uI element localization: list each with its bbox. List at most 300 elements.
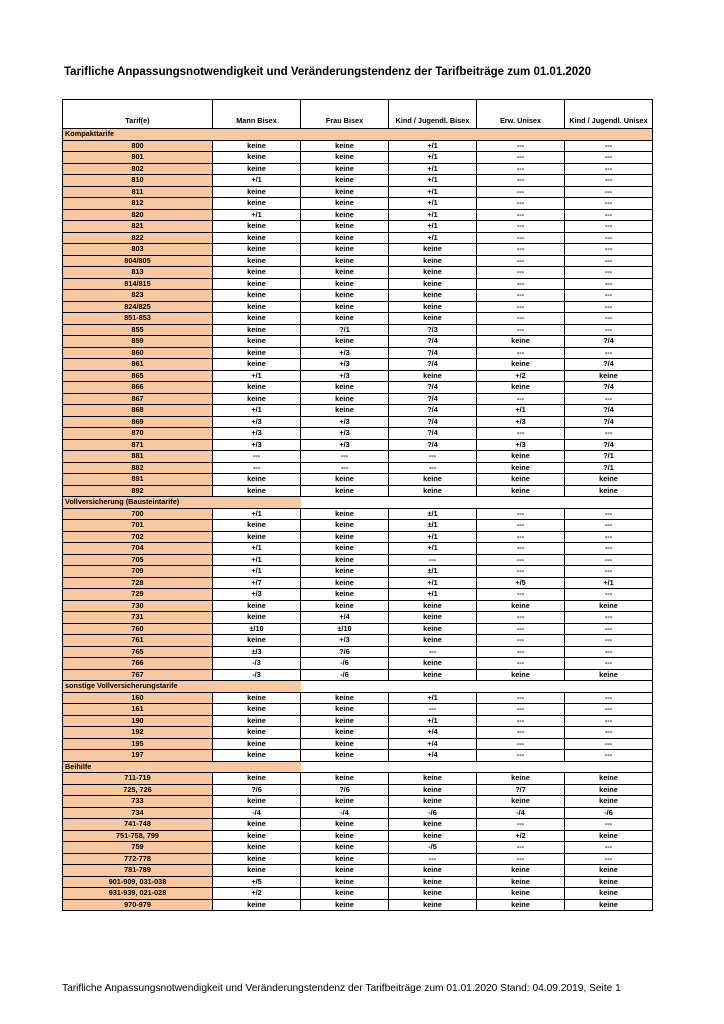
- value-cell: keine: [301, 692, 389, 704]
- value-cell: ---: [565, 290, 653, 302]
- tarif-cell: 813: [63, 267, 213, 279]
- value-cell: ?/4: [389, 405, 477, 417]
- value-cell: ---: [477, 152, 565, 164]
- value-cell: +/3: [301, 370, 389, 382]
- value-cell: ---: [565, 520, 653, 532]
- tarif-cell: 823: [63, 290, 213, 302]
- value-cell: +/1: [213, 554, 301, 566]
- value-cell: +/1: [389, 186, 477, 198]
- value-cell: ---: [477, 255, 565, 267]
- tarif-cell: 704: [63, 543, 213, 555]
- value-cell: ---: [565, 209, 653, 221]
- value-cell: ---: [477, 658, 565, 670]
- tarif-cell: 197: [63, 750, 213, 762]
- value-cell: keine: [213, 313, 301, 325]
- tarif-cell: 870: [63, 428, 213, 440]
- table-row: [63, 577, 653, 589]
- value-cell: keine: [477, 600, 565, 612]
- tarif-cell: 970-979: [63, 899, 213, 911]
- value-cell: +/3: [213, 428, 301, 440]
- value-cell: keine: [389, 865, 477, 877]
- value-cell: ---: [565, 313, 653, 325]
- table-row: [63, 301, 653, 313]
- value-cell: ?/4: [389, 428, 477, 440]
- value-cell: ---: [565, 635, 653, 647]
- value-cell: ---: [565, 566, 653, 578]
- table-row: [63, 612, 653, 624]
- value-cell: +/2: [213, 888, 301, 900]
- value-cell: keine: [301, 152, 389, 164]
- value-cell: ---: [565, 186, 653, 198]
- value-cell: keine: [565, 876, 653, 888]
- value-cell: keine: [389, 301, 477, 313]
- value-cell: keine: [301, 301, 389, 313]
- value-cell: keine: [301, 290, 389, 302]
- value-cell: keine: [301, 842, 389, 854]
- value-cell: +/4: [389, 727, 477, 739]
- tarif-cell: 851-853: [63, 313, 213, 325]
- value-cell: +/3: [213, 439, 301, 451]
- value-cell: ---: [565, 255, 653, 267]
- table-row: [63, 531, 653, 543]
- table-row: [63, 140, 653, 152]
- section-header-row: [63, 761, 653, 773]
- value-cell: keine: [213, 773, 301, 785]
- tarif-cell: 867: [63, 393, 213, 405]
- table-row: [63, 186, 653, 198]
- page-title: Tarifliche Anpassungsnotwendigkeit und Veränderungstendenz der Tarifbeiträge zum 01.01.2020: [64, 66, 591, 78]
- value-cell: keine: [301, 738, 389, 750]
- value-cell: keine: [301, 727, 389, 739]
- value-cell: keine: [301, 244, 389, 256]
- value-cell: -/4: [301, 807, 389, 819]
- table-row: [63, 853, 653, 865]
- table-row: [63, 566, 653, 578]
- value-cell: ---: [565, 232, 653, 244]
- value-cell: +/7: [213, 577, 301, 589]
- table-row: [63, 635, 653, 647]
- value-cell: +/1: [389, 715, 477, 727]
- value-cell: keine: [213, 635, 301, 647]
- value-cell: ---: [477, 715, 565, 727]
- value-cell: ---: [565, 623, 653, 635]
- value-cell: keine: [389, 899, 477, 911]
- tarif-cell: 195: [63, 738, 213, 750]
- value-cell: +/1: [213, 405, 301, 417]
- value-cell: keine: [389, 658, 477, 670]
- value-cell: keine: [213, 359, 301, 371]
- value-cell: ---: [477, 508, 565, 520]
- table-row: [63, 382, 653, 394]
- value-cell: keine: [301, 175, 389, 187]
- tarif-cell: 802: [63, 163, 213, 175]
- value-cell: ---: [389, 704, 477, 716]
- table-row: [63, 830, 653, 842]
- value-cell: ---: [477, 692, 565, 704]
- table-row: [63, 347, 653, 359]
- value-cell: ---: [477, 186, 565, 198]
- value-cell: ---: [389, 462, 477, 474]
- value-cell: ---: [477, 531, 565, 543]
- table-row: [63, 819, 653, 831]
- value-cell: keine: [389, 669, 477, 681]
- value-cell: keine: [389, 313, 477, 325]
- table-row: [63, 209, 653, 221]
- value-cell: ---: [477, 428, 565, 440]
- value-cell: keine: [213, 704, 301, 716]
- tarif-cell: 855: [63, 324, 213, 336]
- value-cell: +/1: [389, 589, 477, 601]
- value-cell: -/3: [213, 669, 301, 681]
- table-row: [63, 198, 653, 210]
- value-cell: -/4: [477, 807, 565, 819]
- value-cell: keine: [389, 255, 477, 267]
- value-cell: -/6: [565, 807, 653, 819]
- tarif-cell: 725, 726: [63, 784, 213, 796]
- value-cell: keine: [301, 543, 389, 555]
- header-erw-unisex: Erw. Unisex: [477, 100, 565, 129]
- value-cell: +/1: [477, 405, 565, 417]
- tarif-cell: 892: [63, 485, 213, 497]
- value-cell: ---: [477, 301, 565, 313]
- value-cell: ?/4: [389, 439, 477, 451]
- section-filler: [389, 129, 477, 141]
- tarif-cell: 765: [63, 646, 213, 658]
- section-title: Vollversicherung (Bausteintarife): [63, 497, 301, 509]
- tarif-cell: 729: [63, 589, 213, 601]
- table-row: [63, 336, 653, 348]
- value-cell: ---: [565, 692, 653, 704]
- value-cell: ---: [565, 531, 653, 543]
- tarif-cell: 781-789: [63, 865, 213, 877]
- table-row: [63, 865, 653, 877]
- section-filler: [565, 129, 653, 141]
- value-cell: keine: [565, 899, 653, 911]
- value-cell: ---: [477, 704, 565, 716]
- value-cell: keine: [301, 577, 389, 589]
- table-row: [63, 428, 653, 440]
- value-cell: keine: [389, 267, 477, 279]
- value-cell: ?/4: [565, 359, 653, 371]
- value-cell: ±/10: [213, 623, 301, 635]
- value-cell: ---: [565, 221, 653, 233]
- value-cell: +/1: [389, 692, 477, 704]
- tarif-cell: 869: [63, 416, 213, 428]
- tarif-cell: 728: [63, 577, 213, 589]
- value-cell: +/1: [389, 209, 477, 221]
- value-cell: keine: [213, 796, 301, 808]
- section-filler: [565, 497, 653, 509]
- tarif-cell: 868: [63, 405, 213, 417]
- value-cell: ---: [301, 462, 389, 474]
- value-cell: ---: [477, 209, 565, 221]
- value-cell: +/3: [301, 416, 389, 428]
- table-row: [63, 646, 653, 658]
- value-cell: +/1: [565, 577, 653, 589]
- header-kind-bisex: Kind / Jugendl. Bisex: [389, 100, 477, 129]
- value-cell: keine: [213, 612, 301, 624]
- value-cell: keine: [213, 393, 301, 405]
- value-cell: keine: [213, 255, 301, 267]
- value-cell: ±/1: [389, 566, 477, 578]
- value-cell: +/1: [389, 221, 477, 233]
- value-cell: ±/1: [389, 520, 477, 532]
- value-cell: keine: [477, 669, 565, 681]
- table-row: [63, 750, 653, 762]
- value-cell: keine: [389, 773, 477, 785]
- tarif-cell: 761: [63, 635, 213, 647]
- value-cell: ?/4: [389, 347, 477, 359]
- table-row: [63, 313, 653, 325]
- value-cell: ---: [565, 152, 653, 164]
- table-row: [63, 704, 653, 716]
- value-cell: ?/6: [301, 784, 389, 796]
- table-row: [63, 439, 653, 451]
- value-cell: ---: [565, 301, 653, 313]
- value-cell: keine: [301, 865, 389, 877]
- value-cell: keine: [301, 140, 389, 152]
- section-title: Beihilfe: [63, 761, 301, 773]
- value-cell: ?/1: [565, 462, 653, 474]
- value-cell: ?/4: [565, 439, 653, 451]
- tarif-cell: 772-778: [63, 853, 213, 865]
- value-cell: keine: [301, 899, 389, 911]
- table-row: [63, 175, 653, 187]
- tarif-cell: 734: [63, 807, 213, 819]
- tarif-cell: 730: [63, 600, 213, 612]
- value-cell: +/3: [213, 416, 301, 428]
- value-cell: ?/4: [389, 336, 477, 348]
- value-cell: keine: [389, 370, 477, 382]
- value-cell: ---: [389, 554, 477, 566]
- value-cell: ---: [389, 646, 477, 658]
- section-filler: [389, 681, 477, 693]
- header-tarif: Tarif(e): [63, 100, 213, 129]
- value-cell: keine: [301, 853, 389, 865]
- value-cell: keine: [213, 336, 301, 348]
- table-row: [63, 623, 653, 635]
- table-row: [63, 416, 653, 428]
- table-row: [63, 669, 653, 681]
- value-cell: keine: [477, 336, 565, 348]
- value-cell: ---: [477, 750, 565, 762]
- value-cell: +/5: [213, 876, 301, 888]
- value-cell: keine: [301, 336, 389, 348]
- tarif-cell: 160: [63, 692, 213, 704]
- value-cell: keine: [389, 485, 477, 497]
- value-cell: keine: [301, 520, 389, 532]
- value-cell: keine: [301, 796, 389, 808]
- value-cell: ---: [389, 451, 477, 463]
- value-cell: +/3: [477, 416, 565, 428]
- value-cell: keine: [389, 888, 477, 900]
- value-cell: ?/1: [565, 451, 653, 463]
- table-row: [63, 244, 653, 256]
- value-cell: keine: [301, 600, 389, 612]
- value-cell: keine: [389, 784, 477, 796]
- value-cell: ---: [565, 658, 653, 670]
- value-cell: +/1: [389, 577, 477, 589]
- table-row: [63, 152, 653, 164]
- value-cell: ±/3: [213, 646, 301, 658]
- value-cell: keine: [389, 600, 477, 612]
- value-cell: keine: [477, 899, 565, 911]
- tarif-cell: 882: [63, 462, 213, 474]
- value-cell: ---: [565, 393, 653, 405]
- tarif-cell: 800: [63, 140, 213, 152]
- value-cell: ---: [477, 232, 565, 244]
- table-row: [63, 451, 653, 463]
- value-cell: keine: [213, 520, 301, 532]
- table-row: [63, 796, 653, 808]
- section-filler: [301, 761, 389, 773]
- tarif-cell: 741-748: [63, 819, 213, 831]
- value-cell: ---: [477, 324, 565, 336]
- section-filler: [301, 497, 389, 509]
- value-cell: ---: [565, 140, 653, 152]
- value-cell: ---: [565, 163, 653, 175]
- value-cell: keine: [213, 301, 301, 313]
- value-cell: ?/4: [389, 416, 477, 428]
- table-row: [63, 393, 653, 405]
- table-row: [63, 462, 653, 474]
- value-cell: keine: [477, 865, 565, 877]
- tarif-cell: 711-719: [63, 773, 213, 785]
- table-row: [63, 543, 653, 555]
- value-cell: ---: [565, 347, 653, 359]
- value-cell: keine: [389, 474, 477, 486]
- table-row: [63, 658, 653, 670]
- table-row: [63, 290, 653, 302]
- value-cell: ---: [477, 738, 565, 750]
- value-cell: keine: [389, 796, 477, 808]
- section-filler: [301, 129, 389, 141]
- value-cell: +/1: [213, 508, 301, 520]
- value-cell: ?/6: [213, 784, 301, 796]
- value-cell: ---: [213, 462, 301, 474]
- tarif-cell: 812: [63, 198, 213, 210]
- value-cell: +/1: [389, 140, 477, 152]
- value-cell: -/4: [213, 807, 301, 819]
- value-cell: keine: [301, 278, 389, 290]
- value-cell: -/3: [213, 658, 301, 670]
- section-title: Kompakttarife: [63, 129, 301, 141]
- value-cell: keine: [213, 221, 301, 233]
- value-cell: ---: [477, 853, 565, 865]
- value-cell: keine: [389, 830, 477, 842]
- value-cell: keine: [213, 715, 301, 727]
- value-cell: keine: [213, 865, 301, 877]
- table-row: [63, 163, 653, 175]
- value-cell: +/1: [389, 232, 477, 244]
- value-cell: ?/4: [389, 382, 477, 394]
- value-cell: keine: [301, 830, 389, 842]
- value-cell: keine: [301, 474, 389, 486]
- tarif-cell: 824/825: [63, 301, 213, 313]
- value-cell: +/1: [213, 209, 301, 221]
- table-row: [63, 842, 653, 854]
- value-cell: ---: [565, 244, 653, 256]
- value-cell: keine: [301, 221, 389, 233]
- value-cell: keine: [477, 888, 565, 900]
- value-cell: ---: [477, 623, 565, 635]
- value-cell: keine: [301, 485, 389, 497]
- value-cell: keine: [213, 842, 301, 854]
- value-cell: ---: [565, 727, 653, 739]
- value-cell: ?/4: [565, 405, 653, 417]
- value-cell: keine: [477, 485, 565, 497]
- value-cell: +/1: [389, 163, 477, 175]
- value-cell: +/3: [477, 439, 565, 451]
- table-row: [63, 324, 653, 336]
- table-row: [63, 692, 653, 704]
- value-cell: keine: [301, 750, 389, 762]
- table-row: [63, 255, 653, 267]
- tarif-cell: 759: [63, 842, 213, 854]
- value-cell: ---: [565, 853, 653, 865]
- value-cell: keine: [213, 830, 301, 842]
- table-row: [63, 554, 653, 566]
- value-cell: keine: [213, 692, 301, 704]
- value-cell: +/2: [477, 370, 565, 382]
- tarif-cell: 810: [63, 175, 213, 187]
- table-row: [63, 876, 653, 888]
- value-cell: ---: [477, 520, 565, 532]
- tarif-cell: 901-909, 031-038: [63, 876, 213, 888]
- header-row: [63, 100, 653, 129]
- value-cell: ---: [477, 163, 565, 175]
- tariff-table: [62, 99, 653, 911]
- value-cell: ?/4: [389, 393, 477, 405]
- value-cell: +/3: [301, 347, 389, 359]
- header-mann-bisex: Mann Bisex: [213, 100, 301, 129]
- tarif-cell: 705: [63, 554, 213, 566]
- value-cell: ---: [477, 612, 565, 624]
- value-cell: +/1: [389, 543, 477, 555]
- value-cell: +/1: [213, 175, 301, 187]
- value-cell: keine: [213, 324, 301, 336]
- value-cell: ---: [565, 543, 653, 555]
- table-row: [63, 267, 653, 279]
- value-cell: ---: [565, 428, 653, 440]
- value-cell: +/3: [301, 428, 389, 440]
- value-cell: keine: [565, 796, 653, 808]
- value-cell: keine: [213, 347, 301, 359]
- tarif-cell: 821: [63, 221, 213, 233]
- tarif-cell: 751-758, 799: [63, 830, 213, 842]
- value-cell: ---: [301, 451, 389, 463]
- value-cell: ---: [565, 750, 653, 762]
- value-cell: +/1: [213, 543, 301, 555]
- table-row: [63, 589, 653, 601]
- value-cell: +/1: [389, 531, 477, 543]
- value-cell: +/3: [301, 439, 389, 451]
- value-cell: ---: [477, 589, 565, 601]
- value-cell: keine: [301, 508, 389, 520]
- value-cell: keine: [301, 876, 389, 888]
- section-header-row: [63, 681, 653, 693]
- value-cell: keine: [389, 290, 477, 302]
- value-cell: ---: [477, 244, 565, 256]
- tarif-cell: 865: [63, 370, 213, 382]
- value-cell: keine: [301, 186, 389, 198]
- value-cell: ---: [565, 589, 653, 601]
- table-row: [63, 888, 653, 900]
- value-cell: keine: [213, 140, 301, 152]
- tarif-cell: 814/815: [63, 278, 213, 290]
- value-cell: keine: [389, 612, 477, 624]
- value-cell: ---: [477, 221, 565, 233]
